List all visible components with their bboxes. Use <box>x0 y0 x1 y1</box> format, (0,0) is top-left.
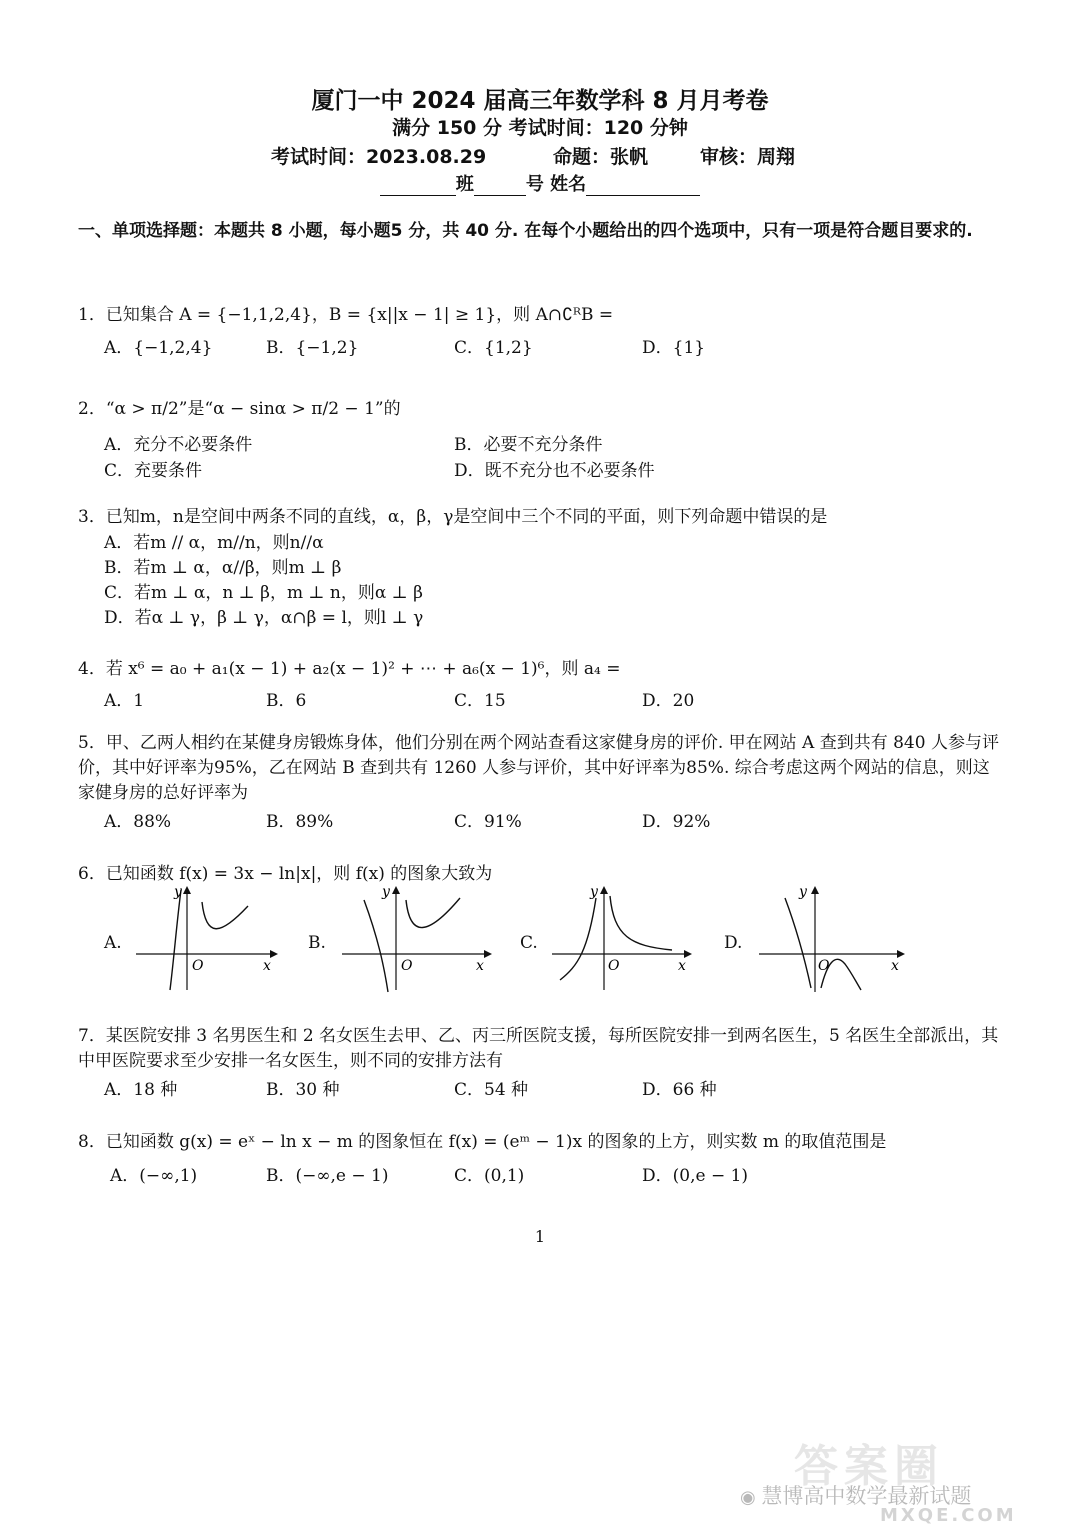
question-3-stem: 3．已知m，n是空间中两条不同的直线，α，β，γ是空间中三个不同的平面，则下列命题中错误的是 <box>78 507 828 527</box>
exam-title: 厦门一中 2024 届高三年数学科 8 月月考卷 <box>311 88 769 114</box>
number-blank[interactable] <box>474 177 526 196</box>
q5-option-d: D．92% <box>642 812 711 832</box>
q4-option-d: D．20 <box>642 691 695 711</box>
q6c-origin-label: O <box>608 958 620 974</box>
q6a-y-label: y <box>174 884 182 900</box>
question-8-stem: 8．已知函数 g(x) = eˣ − ln x − m 的图象恒在 f(x) = (eᵐ − 1)x 的图象的上方，则实数 m 的取值范围是 <box>78 1132 887 1152</box>
q8-option-d: D．(0,e − 1) <box>642 1166 749 1186</box>
q7-option-c: C．54 种 <box>454 1080 529 1100</box>
q6-graph-a <box>130 880 280 995</box>
section-heading: 一、单项选择题：本题共 8 小题，每小题5 分，共 40 分. 在每个小题给出的四个选项中，只有一项是符合题目要求的. <box>78 221 973 241</box>
page-number: 1 <box>534 1227 546 1246</box>
question-7-stem: 7．某医院安排 3 名男医生和 2 名女医生去甲、乙、丙三所医院支援，每所医院安排一到两名医生，5 名医生全部派出，其中甲医院要求至少安排一名女医生，则不同的安排方法有 <box>78 1026 999 1071</box>
q6-option-b: B. <box>308 933 326 953</box>
watermark-site: MXQE.COM <box>880 1505 1017 1526</box>
class-blank[interactable] <box>380 177 456 196</box>
q6-graph-d <box>755 880 910 995</box>
q6b-origin-label: O <box>401 958 413 974</box>
q7-option-d: D．66 种 <box>642 1080 717 1100</box>
q8-option-a: A．(−∞,1) <box>110 1166 198 1186</box>
name-label: 姓名 <box>550 174 587 195</box>
q6d-origin-label: O <box>818 958 830 974</box>
watermark-logo: 答案圈 <box>794 1441 944 1492</box>
q3-option-d: D．若α ⊥ γ，β ⊥ γ，α∩β = l，则l ⊥ γ <box>104 608 424 628</box>
question-6-stem: 6．已知函数 f(x) = 3x − ln|x|，则 f(x) 的图象大致为 <box>78 864 493 884</box>
student-info-line <box>0 170 1080 196</box>
q6c-x-label: x <box>678 958 686 974</box>
q6-option-a: A. <box>104 933 122 953</box>
wechat-icon: ◉ <box>740 1487 762 1508</box>
q5-option-b: B．89% <box>266 812 334 832</box>
q1-option-b: B．{−1,2} <box>266 338 359 358</box>
question-2-stem: 2．“α > π/2”是“α − sinα > π/2 − 1”的 <box>78 399 401 419</box>
number-label: 号 <box>525 174 544 195</box>
name-blank[interactable] <box>586 177 700 196</box>
q6-option-c: C. <box>520 933 538 953</box>
exam-subtitle: 满分 150 分 考试时间：120 分钟 <box>392 117 688 139</box>
q6-graph-b <box>338 880 493 995</box>
q6-graph-c <box>548 880 698 995</box>
exam-reviewer: 审核：周翔 <box>700 146 796 168</box>
q2-option-b: B．必要不充分条件 <box>454 435 603 455</box>
q8-option-b: B．(−∞,e − 1) <box>266 1166 389 1186</box>
q4-option-b: B．6 <box>266 691 307 711</box>
q3-option-c: C．若m ⊥ α，n ⊥ β，m ⊥ n，则α ⊥ β <box>104 583 423 603</box>
q5-option-c: C．91% <box>454 812 522 832</box>
watermark-text: ◉ 慧博高中数学最新试题 <box>740 1484 972 1508</box>
exam-setter: 命题：张帆 <box>553 146 649 168</box>
q2-option-a: A．充分不必要条件 <box>104 435 253 455</box>
q1-option-d: D．{1} <box>642 338 706 358</box>
exam-date: 考试时间：2023.08.29 <box>271 146 487 168</box>
q1-option-a: A．{−1,2,4} <box>104 338 213 358</box>
q7-option-b: B．30 种 <box>266 1080 340 1100</box>
q2-option-d: D．既不充分也不必要条件 <box>454 461 655 481</box>
q2-option-c: C．充要条件 <box>104 461 203 481</box>
q8-option-c: C．(0,1) <box>454 1166 525 1186</box>
q3-option-a: A．若m // α，m//n，则n//α <box>104 533 324 553</box>
q6a-origin-label: O <box>192 958 204 974</box>
q4-option-a: A．1 <box>104 691 145 711</box>
q6d-y-label: y <box>799 884 807 900</box>
class-label: 班 <box>455 174 474 195</box>
q3-option-b: B．若m ⊥ α，α//β，则m ⊥ β <box>104 558 342 578</box>
q6b-y-label: y <box>382 884 390 900</box>
q6c-y-label: y <box>590 884 598 900</box>
question-4-stem: 4．若 x⁶ = a₀ + a₁(x − 1) + a₂(x − 1)² + ⋯ + a₆(x − 1)⁶，则 a₄ = <box>78 659 621 679</box>
q1-option-c: C．{1,2} <box>454 338 533 358</box>
question-1-stem: 1．已知集合 A = {−1,1,2,4}，B = {x||x − 1| ≥ 1}，则 A∩∁ᴿB = <box>78 305 614 325</box>
q6a-x-label: x <box>263 958 271 974</box>
q7-option-a: A．18 种 <box>104 1080 178 1100</box>
q5-option-a: A．88% <box>104 812 172 832</box>
q6b-x-label: x <box>476 958 484 974</box>
q6d-x-label: x <box>891 958 899 974</box>
question-5-stem: 5．甲、乙两人相约在某健身房锻炼身体，他们分别在两个网站查看这家健身房的评价. 甲在网站 A 查到共有 840 人参与评价，其中好评率为95%，乙在网站 B 查到共有 1260 人参与评价，其中好评率为85%. 综合考虑这两个网站的信息，则这家健身房的总好评率为 <box>78 733 999 803</box>
q4-option-c: C．15 <box>454 691 506 711</box>
q6-option-d: D. <box>724 933 743 953</box>
